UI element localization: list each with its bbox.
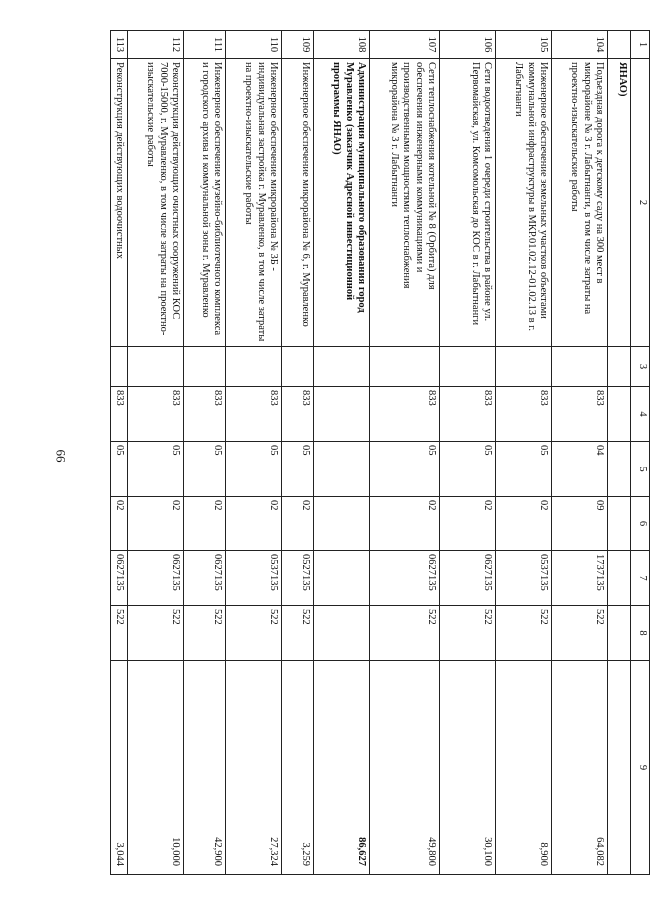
code-cell: 05 <box>184 442 226 497</box>
code-cell: 833 <box>552 387 608 442</box>
row-number: 113 <box>110 31 127 59</box>
item-name: Подъездная дорога к детскому саду на 300 мест в микрорайоне № 3 г. Лабытнанги, в том числе затраты на проектно-изыскательские работы <box>552 59 608 347</box>
item-name: Инженерное обеспечение земельных участков объектами коммунальной инфраструктуры в МКР.01.02.12-01.02.13 в г. Лабытнанги <box>496 59 552 347</box>
code-cell: 833 <box>110 387 127 442</box>
code-cell: 02 <box>110 497 127 551</box>
code-cell <box>314 442 370 497</box>
code-cell: 522 <box>440 606 496 661</box>
header-cell: 5 <box>631 442 650 497</box>
code-cell: 833 <box>226 387 282 442</box>
table-cell <box>608 387 631 442</box>
code-cell <box>552 347 608 387</box>
table-row <box>314 31 370 875</box>
row-number: 109 <box>282 31 314 59</box>
table-cell <box>608 551 631 606</box>
code-cell: 1737135 <box>552 551 608 606</box>
row-number: 112 <box>128 31 184 59</box>
code-cell: 05 <box>370 442 440 497</box>
code-cell: 833 <box>496 387 552 442</box>
amount-cell: 3,259 <box>282 661 314 875</box>
header-cell: 9 <box>631 661 650 875</box>
code-cell: 09 <box>552 497 608 551</box>
code-cell: 02 <box>496 497 552 551</box>
table-row <box>552 31 608 875</box>
code-cell: 05 <box>440 442 496 497</box>
code-cell: 0627135 <box>184 551 226 606</box>
item-name: Инженерное обеспечение микрорайона № 3Б - индивидуальная застройка г. Муравленко, в том числе затраты на проектно-изыскательские работы <box>226 59 282 347</box>
row-number: 110 <box>226 31 282 59</box>
table-row <box>440 31 496 875</box>
table-cell <box>608 497 631 551</box>
code-cell <box>314 606 370 661</box>
table-row <box>496 31 552 875</box>
code-cell: 02 <box>128 497 184 551</box>
table-row <box>226 31 282 875</box>
code-cell: 833 <box>440 387 496 442</box>
code-cell: 522 <box>110 606 127 661</box>
code-cell: 522 <box>552 606 608 661</box>
amount-cell: 30,100 <box>440 661 496 875</box>
table-row <box>184 31 226 875</box>
code-cell <box>110 347 127 387</box>
amount-cell: 86,627 <box>314 661 370 875</box>
row-number: 106 <box>440 31 496 59</box>
continuation-row <box>608 31 631 875</box>
table-cell <box>608 31 631 59</box>
code-cell: 833 <box>184 387 226 442</box>
code-cell: 0537135 <box>226 551 282 606</box>
code-cell: 522 <box>128 606 184 661</box>
table-row <box>370 31 440 875</box>
code-cell: 833 <box>370 387 440 442</box>
header-cell: 6 <box>631 497 650 551</box>
code-cell: 0537135 <box>496 551 552 606</box>
header-cell: 8 <box>631 606 650 661</box>
table-body <box>110 31 649 875</box>
table-cell <box>608 606 631 661</box>
code-cell: 04 <box>552 442 608 497</box>
page-number: 66 <box>53 449 69 463</box>
item-name: Реконструкция действующих очистных сооружений КОС 7000-15000, г. Муравленко, в том числе затраты на проектно-изыскательские работы <box>128 59 184 347</box>
item-name: Сети водоотведения 1 очереди строительства в районе ул. Первомайская, ул. Комсомольская до КОС в г. Лабытнанги <box>440 59 496 347</box>
code-cell: 0627135 <box>370 551 440 606</box>
header-cell: 4 <box>631 387 650 442</box>
header-cell: 3 <box>631 347 650 387</box>
table-cell <box>608 661 631 875</box>
code-cell <box>314 347 370 387</box>
code-cell: 522 <box>370 606 440 661</box>
code-cell: 02 <box>440 497 496 551</box>
budget-table <box>110 30 650 875</box>
header-row <box>631 31 650 875</box>
amount-cell: 64,082 <box>552 661 608 875</box>
code-cell <box>282 347 314 387</box>
code-cell: 0527135 <box>282 551 314 606</box>
amount-cell: 8,900 <box>496 661 552 875</box>
code-cell: 522 <box>282 606 314 661</box>
amount-cell: 10,000 <box>128 661 184 875</box>
item-name: Реконструкция действующих водоочистных <box>110 59 127 347</box>
amount-cell: 49,800 <box>370 661 440 875</box>
code-cell: 05 <box>128 442 184 497</box>
code-cell <box>314 551 370 606</box>
amount-cell: 42,900 <box>184 661 226 875</box>
code-cell: 833 <box>128 387 184 442</box>
code-cell <box>496 347 552 387</box>
code-cell: 522 <box>226 606 282 661</box>
code-cell: 0627135 <box>440 551 496 606</box>
header-cell: 2 <box>631 59 650 347</box>
code-cell: 0627135 <box>110 551 127 606</box>
header-cell: 1 <box>631 31 650 59</box>
table-row <box>128 31 184 875</box>
row-number: 111 <box>184 31 226 59</box>
amount-cell: 27,324 <box>226 661 282 875</box>
code-cell <box>314 387 370 442</box>
row-number: 104 <box>552 31 608 59</box>
code-cell <box>370 347 440 387</box>
item-name: Сети теплоснабжения котельной № 8 (Орбита) для обеспечения инженерными коммуникациями и производственными мощностями теплоснабжения микрорайона № 3 г. Лабытнанги <box>370 59 440 347</box>
code-cell <box>226 347 282 387</box>
code-cell: 05 <box>496 442 552 497</box>
code-cell: 05 <box>282 442 314 497</box>
header-cell: 7 <box>631 551 650 606</box>
table-cell <box>608 347 631 387</box>
item-name: Инженерное обеспечение микрорайона № 6, г. Муравленко <box>282 59 314 347</box>
item-name: Инженерное обеспечение музейно-библиотечного комплекса и городского архива и коммунальной зоны г. Муравленко <box>184 59 226 347</box>
amount-cell: 3,044 <box>110 661 127 875</box>
item-name: Администрация муниципального образования город Муравленко (заказчик Адресной инвестиционной программы ЯНАО) <box>314 59 370 347</box>
code-cell <box>440 347 496 387</box>
code-cell: 522 <box>184 606 226 661</box>
row-number: 107 <box>370 31 440 59</box>
table-container <box>90 30 650 874</box>
code-cell: 02 <box>226 497 282 551</box>
code-cell <box>128 347 184 387</box>
code-cell: 0627135 <box>128 551 184 606</box>
code-cell: 05 <box>226 442 282 497</box>
table-cell <box>608 442 631 497</box>
code-cell: 05 <box>110 442 127 497</box>
code-cell: 02 <box>282 497 314 551</box>
continuation-text: ЯНАО) <box>608 59 631 347</box>
code-cell: 833 <box>282 387 314 442</box>
code-cell: 522 <box>496 606 552 661</box>
rotated-table-frame <box>90 30 650 874</box>
code-cell <box>314 497 370 551</box>
code-cell <box>184 347 226 387</box>
row-number: 108 <box>314 31 370 59</box>
row-number: 105 <box>496 31 552 59</box>
code-cell: 02 <box>370 497 440 551</box>
table-row <box>110 31 127 875</box>
table-row <box>282 31 314 875</box>
code-cell: 02 <box>184 497 226 551</box>
